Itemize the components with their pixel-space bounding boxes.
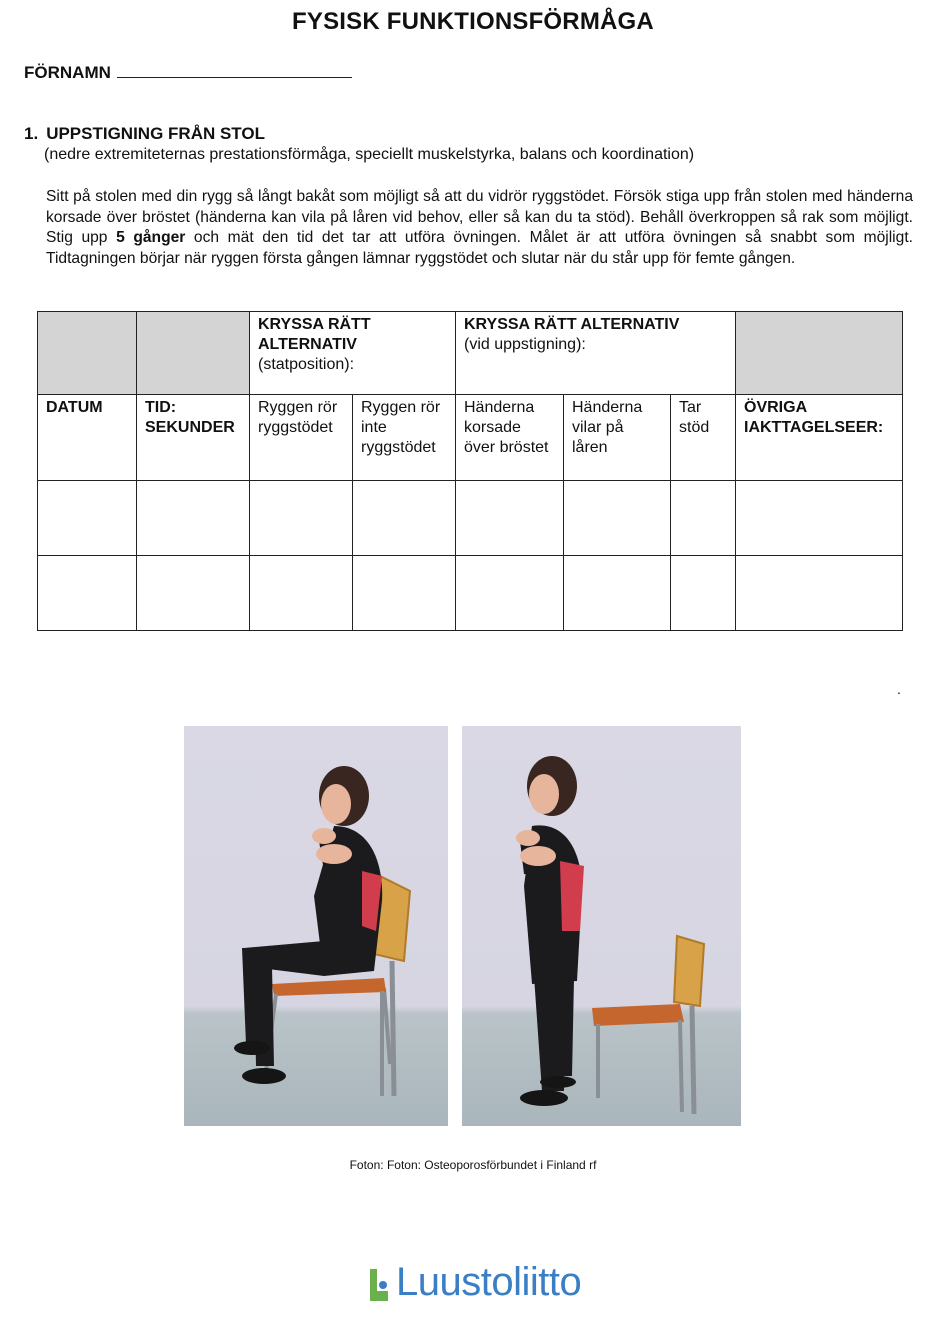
cell-back-not-touching[interactable] [353,481,456,556]
cell-back-touches[interactable] [250,556,353,631]
instructions-paragraph [46,187,913,269]
photo-seated [184,726,448,1126]
cell-hands-on-thighs[interactable] [564,481,671,556]
header-blank-cell [736,312,903,395]
col-header-datum: DATUM [38,395,137,481]
cell-other-observations[interactable] [736,556,903,631]
cell-takes-support[interactable] [671,556,736,631]
page-title: FYSISK FUNKTIONSFÖRMÅGA [292,8,654,35]
instructions-part-2: och mät den tid det tar att utföra övningen. Målet är att utföra övningen så snabbt som möjligt. Tidtagningen börjar när ryggen första gången lämnar ryggstödet och slutar när du står upp för femte gången. [46,229,913,267]
cell-hands-crossed[interactable] [456,481,564,556]
section-number: 1. [24,124,39,143]
cell-datum[interactable] [38,481,137,556]
photo-caption: Foton: Foton: Osteoporosförbundet i Finland rf [349,1158,597,1172]
header-blank-cell [137,312,250,395]
col-header-back-touches: Ryggen rör ryggstödet [250,395,353,481]
group-header-sitting [250,312,456,395]
col-header-hands-on-thighs: Händerna vilar på låren [564,395,671,481]
first-name-label: FÖRNAMN [24,63,111,82]
instructions-bold-count: 5 gånger [116,229,186,246]
header-blank-cell [38,312,137,395]
cell-takes-support[interactable] [671,481,736,556]
group-header-rising-note: (vid uppstigning): [464,336,586,353]
luustoliitto-logo [368,1257,581,1303]
first-name-field[interactable] [24,63,352,83]
table-row [38,481,903,556]
cell-hands-on-thighs[interactable] [564,556,671,631]
photo-standing-illustration [462,726,741,1126]
logo-wordmark: Luustoliitto [396,1260,582,1304]
col-header-other-observations: ÖVRIGA IAKTTAGELSEER: [736,395,903,481]
first-name-blank-line[interactable] [117,63,352,78]
group-header-rising [456,312,736,395]
photo-standing [462,726,741,1126]
group-header-sitting-title: KRYSSA RÄTT ALTERNATIV [258,316,371,353]
photo-seated-illustration [184,726,448,1126]
section-heading [24,124,265,144]
stray-dot: . [897,681,901,697]
logo-mark-icon [368,1263,392,1303]
cell-tid[interactable] [137,556,250,631]
col-header-tid: TID: SEKUNDER [137,395,250,481]
table-row [38,556,903,631]
cell-hands-crossed[interactable] [456,556,564,631]
cell-datum[interactable] [38,556,137,631]
cell-other-observations[interactable] [736,481,903,556]
col-header-hands-crossed: Händerna korsade över bröstet [456,395,564,481]
results-table [37,311,903,631]
cell-back-touches[interactable] [250,481,353,556]
section-subtitle: (nedre extremiteternas prestationsförmåga, speciellt muskelstyrka, balans och koordination) [44,146,695,163]
col-header-takes-support: Tar stöd [671,395,736,481]
instructions-part-1: Sitt på stolen med din rygg så långt bakåt som möjligt så att du vidrör ryggstödet. Försök stiga upp från stolen med händerna korsade över bröstet (händerna kan vila på låren vid behov, eller så kan du ta stöd). Behåll överkroppen så rak som möjligt. Stig upp [46,188,913,246]
section-heading-text: UPPSTIGNING FRÅN STOL [46,124,265,143]
cell-tid[interactable] [137,481,250,556]
cell-back-not-touching[interactable] [353,556,456,631]
group-header-rising-title: KRYSSA RÄTT ALTERNATIV [464,316,680,333]
col-header-back-not-touching: Ryggen rör inte ryggstödet [353,395,456,481]
group-header-sitting-note: (statposition): [258,356,355,373]
